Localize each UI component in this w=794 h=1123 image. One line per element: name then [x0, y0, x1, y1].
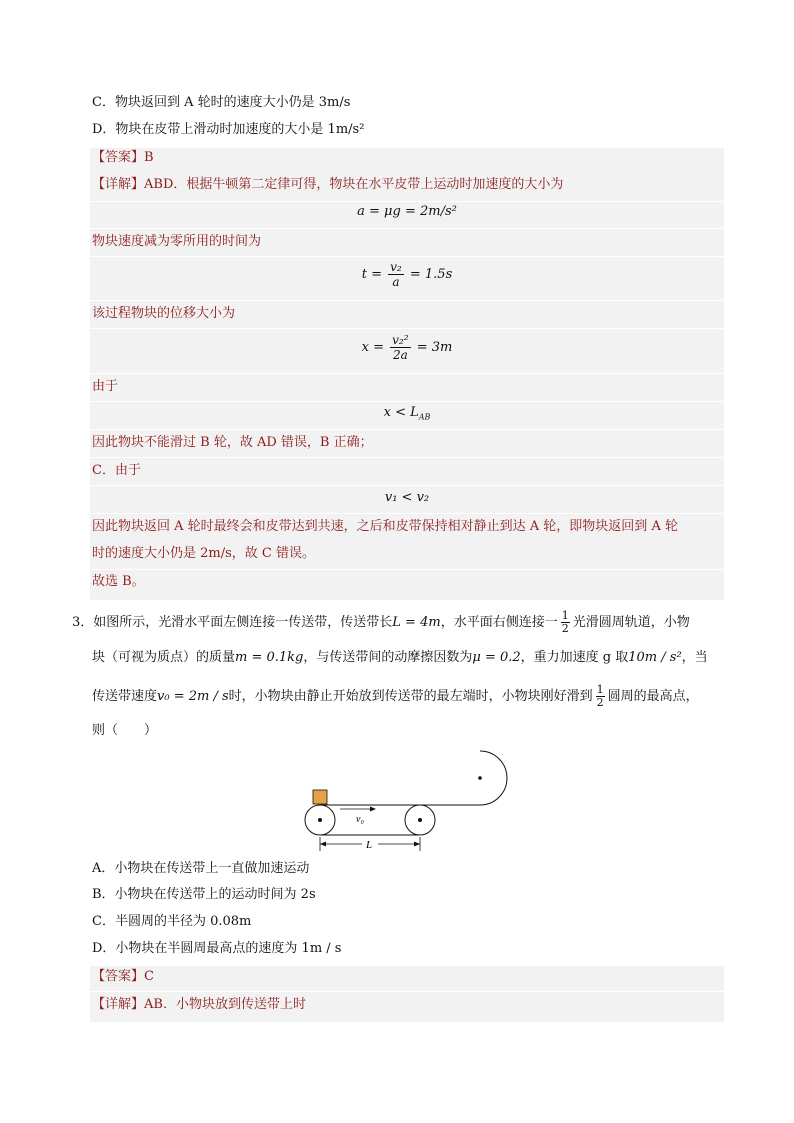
right-roller-axle: [418, 818, 422, 822]
because-text-1: 由于: [92, 379, 119, 394]
time-text: 物块速度减为零所用的时间为: [92, 234, 262, 249]
eq3-num: v₂²: [392, 333, 409, 347]
option-b: B．小物块在传送带上的运动时间为 2s: [92, 887, 316, 902]
track-center: [478, 776, 482, 780]
semicircle-track: [480, 751, 507, 805]
eq2-den: a: [392, 275, 400, 289]
question-3-line-3: [92, 684, 699, 709]
q3-gravity: 10m / s²: [628, 650, 682, 665]
half-num-2: 1: [596, 683, 604, 696]
v0-label: v₀: [356, 814, 364, 825]
eq2-left: t =: [361, 267, 382, 282]
conclusion-2a: 因此物块返回 A 轮时最终会和皮带达到共速，之后和皮带保持相对静止到达 A 轮，即物块返回到 A 轮: [92, 519, 678, 534]
dim-arrow-left: [320, 842, 326, 847]
detail-intro: 【详解】ABD．根据牛顿第二定律可得，物块在水平皮带上运动时加速度的大小为: [92, 177, 564, 192]
conclusion-1: 因此物块不能滑过 B 轮，故 AD 错误，B 正确；: [92, 435, 373, 450]
question-3-line-2: [92, 649, 708, 667]
half-den-2: 2: [596, 696, 604, 709]
q3-mass: m = 0.1kg: [235, 650, 304, 665]
L-label: L: [366, 839, 373, 851]
eq2-num: v₂: [390, 260, 402, 274]
option-c-prev: C．物块返回到 A 轮时的速度大小仍是 3m/s: [92, 95, 351, 110]
v0-arrow-head: [370, 807, 376, 812]
q3-l3-b: 时，小物块由静止开始放到传送带的最左端时，小物块刚好滑到: [228, 689, 593, 704]
q3-l1-c: 光滑圆周轨道，小物: [572, 615, 690, 630]
q3-detail: [92, 996, 306, 1014]
q3-l1-a: 如图所示，光滑水平面左侧连接一传送带，传送带长: [93, 615, 393, 630]
conclusion-2b: 时的速度大小仍是 2m/s，故 C 错误。: [92, 546, 315, 561]
eq3-right: = 3m: [416, 340, 453, 355]
q3-belt-speed: v₀ = 2m / s: [157, 689, 229, 704]
eq3-den: 2a: [392, 348, 408, 362]
option-c: C．半圆周的半径为 0.08m: [92, 914, 252, 929]
question-3-line-1: [72, 610, 690, 635]
conveyor-figure: [300, 745, 515, 855]
q3-detail-text: 【详解】AB．小物块放到传送带上时: [92, 997, 306, 1012]
equation-inequality-2: v₁ < v₂: [384, 490, 430, 505]
eq2-right: = 1.5s: [409, 267, 453, 282]
equation-acceleration: a = μg = 2m/s²: [357, 204, 457, 219]
eq4: x < L: [383, 405, 419, 420]
option-d: D．小物块在半圆周最高点的速度为 1m / s: [92, 941, 342, 956]
q3-l2-c: ，重力加速度 g 取: [520, 650, 629, 665]
equation-time: [90, 260, 724, 289]
eq2-fraction: [388, 260, 404, 289]
question-number: 3．: [72, 615, 94, 630]
c-because-text: C．由于: [92, 463, 141, 478]
q3-l3-a: 传送带速度: [92, 689, 158, 704]
q3-length: L = 4m: [392, 615, 441, 630]
dim-arrow-right: [414, 842, 420, 847]
q3-mu: μ = 0.2: [472, 650, 521, 665]
eq3-left: x =: [361, 340, 385, 355]
q3-l1-b: ，水平面右侧连接一: [440, 615, 558, 630]
half-num-1: 1: [561, 609, 569, 622]
eq4-sub: AB: [418, 412, 431, 422]
half-fraction-2: [596, 684, 605, 709]
displacement-text: 该过程物块的位移大小为: [92, 306, 236, 321]
left-roller-axle: [318, 818, 322, 822]
answer-label: 【答案】B: [92, 150, 154, 165]
q3-l3-c: 圆周的最高点，: [607, 689, 699, 704]
equation-displacement: [90, 333, 724, 362]
eq3-fraction: [390, 333, 410, 362]
small-block: [313, 790, 327, 804]
q3-l2-b: ，与传送带间的动摩擦因数为: [303, 650, 473, 665]
q3-l2-d: ，当: [681, 650, 708, 665]
final-answer: 故选 B。: [92, 574, 145, 589]
equation-inequality-1: [90, 405, 724, 422]
q3-answer-label: 【答案】C: [92, 969, 154, 984]
q3-l2-a: 块（可视为质点）的质量: [92, 650, 236, 665]
half-fraction-1: [561, 610, 570, 635]
option-a: A．小物块在传送带上一直做加速运动: [92, 861, 310, 876]
question-3-line-4: 则（ ）: [92, 723, 158, 738]
option-d-prev: D．物块在皮带上滑动时加速度的大小是 1m/s²: [92, 122, 365, 137]
half-den-1: 2: [561, 622, 569, 635]
